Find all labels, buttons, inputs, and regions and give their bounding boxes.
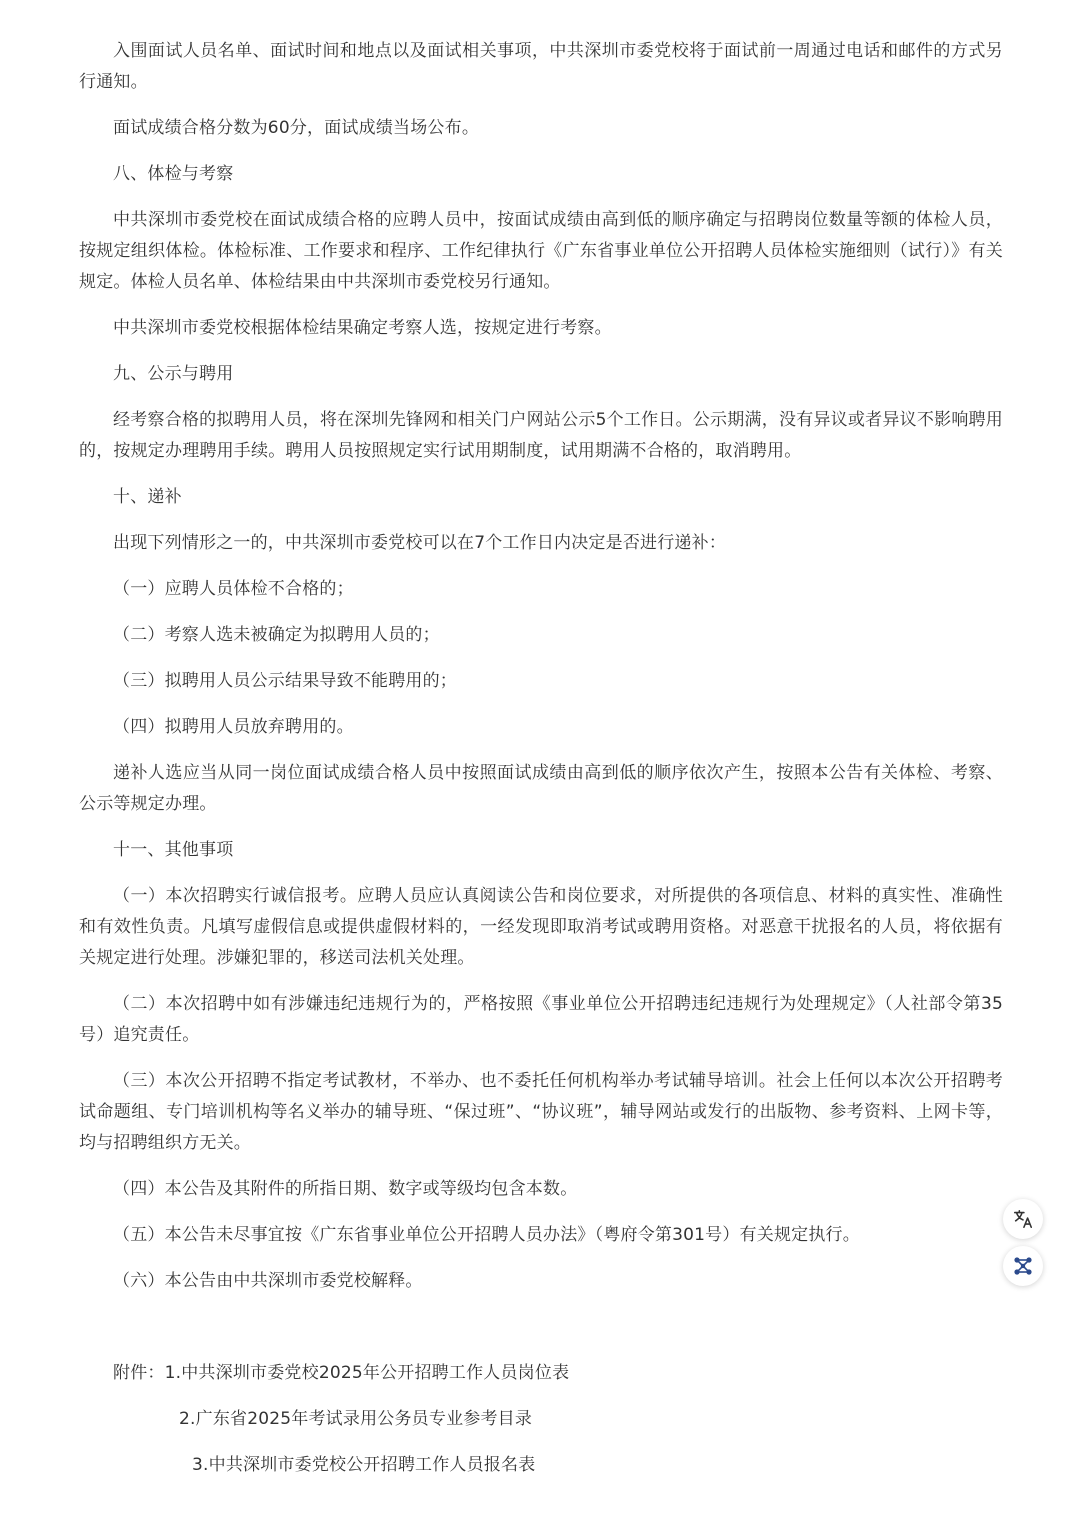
section-heading: 十、递补 <box>113 487 182 507</box>
list-item: （三）拟聘用人员公示结果导致不能聘用的； <box>113 671 457 691</box>
paragraph: 出现下列情形之一的，中共深圳市委党校可以在7个工作日内决定是否进行递补： <box>113 533 727 553</box>
paragraph: 中共深圳市委党校在面试成绩合格的应聘人员中，按面试成绩由高到低的顺序确定与招聘岗位数量等额的体检人员，按规定组织体检。体检标准、工作要求和程序、工作纪律执行《广东省事业单位公开招聘人员体检实施细则（试行）》有关规定。体检人员名单、体检结果由中共深圳市委党校另行通知。 <box>79 210 1003 292</box>
list-item: （二）本次招聘中如有涉嫌违纪违规行为的，严格按照《事业单位公开招聘违纪违规行为处理规定》（人社部令第35号）追究责任。 <box>79 994 1003 1045</box>
attachment-item: 3.中共深圳市委党校公开招聘工作人员报名表 <box>192 1455 536 1475</box>
list-item: （四）本公告及其附件的所指日期、数字或等级均包含本数。 <box>113 1179 578 1199</box>
list-item: （二）考察人选未被确定为拟聘用人员的； <box>113 625 440 645</box>
section-heading: 十一、其他事项 <box>113 840 234 860</box>
list-item: （五）本公告未尽事宜按《广东省事业单位公开招聘人员办法》（粤府令第301号）有关规定执行。 <box>113 1225 860 1245</box>
list-item: （三）本次公开招聘不指定考试教材，不举办、也不委托任何机构举办考试辅导培训。社会上任何以本次公开招聘考试命题组、专门培训机构等名义举办的辅导班、“保过班”、“协议班”，辅导网站或发行的出版物、参考资料、上网卡等，均与招聘组织方无关。 <box>79 1071 1003 1153</box>
attachment-item: 2.广东省2025年考试录用公务员专业参考目录 <box>179 1409 533 1429</box>
list-item: （四）拟聘用人员放弃聘用的。 <box>113 717 354 737</box>
paragraph: 中共深圳市委党校根据体检结果确定考察人选，按规定进行考察。 <box>113 318 612 338</box>
list-item: （六）本公告由中共深圳市委党校解释。 <box>113 1271 423 1291</box>
translate-icon <box>1012 1208 1034 1230</box>
section-heading: 九、公示与聘用 <box>113 364 234 384</box>
attachment-item: 附件：1.中共深圳市委党校2025年公开招聘工作人员岗位表 <box>113 1363 570 1383</box>
list-item: （一）本次招聘实行诚信报考。应聘人员应认真阅读公告和岗位要求，对所提供的各项信息、材料的真实性、准确性和有效性负责。凡填写虚假信息或提供虚假材料的，一经发现即取消考试或聘用资格。对恶意干扰报名的人员，将依据有关规定进行处理。涉嫌犯罪的，移送司法机关处理。 <box>79 886 1003 968</box>
paragraph: 面试成绩合格分数为60分，面试成绩当场公布。 <box>113 118 480 138</box>
ai-network-icon <box>1011 1254 1035 1278</box>
list-item: （一）应聘人员体检不合格的； <box>113 579 354 599</box>
paragraph: 入围面试人员名单、面试时间和地点以及面试相关事项，中共深圳市委党校将于面试前一周通过电话和邮件的方式另行通知。 <box>79 41 1003 92</box>
ai-assistant-button[interactable] <box>1003 1246 1043 1286</box>
paragraph: 经考察合格的拟聘用人员，将在深圳先锋网和相关门户网站公示5个工作日。公示期满，没有异议或者异议不影响聘用的，按规定办理聘用手续。聘用人员按照规定实行试用期制度，试用期满不合格的，取消聘用。 <box>79 410 1003 461</box>
paragraph: 递补人选应当从同一岗位面试成绩合格人员中按照面试成绩由高到低的顺序依次产生，按照本公告有关体检、考察、公示等规定办理。 <box>79 763 1003 814</box>
translate-button[interactable] <box>1003 1199 1043 1239</box>
section-heading: 八、体检与考察 <box>113 164 234 184</box>
article-body <box>79 36 1003 1496</box>
